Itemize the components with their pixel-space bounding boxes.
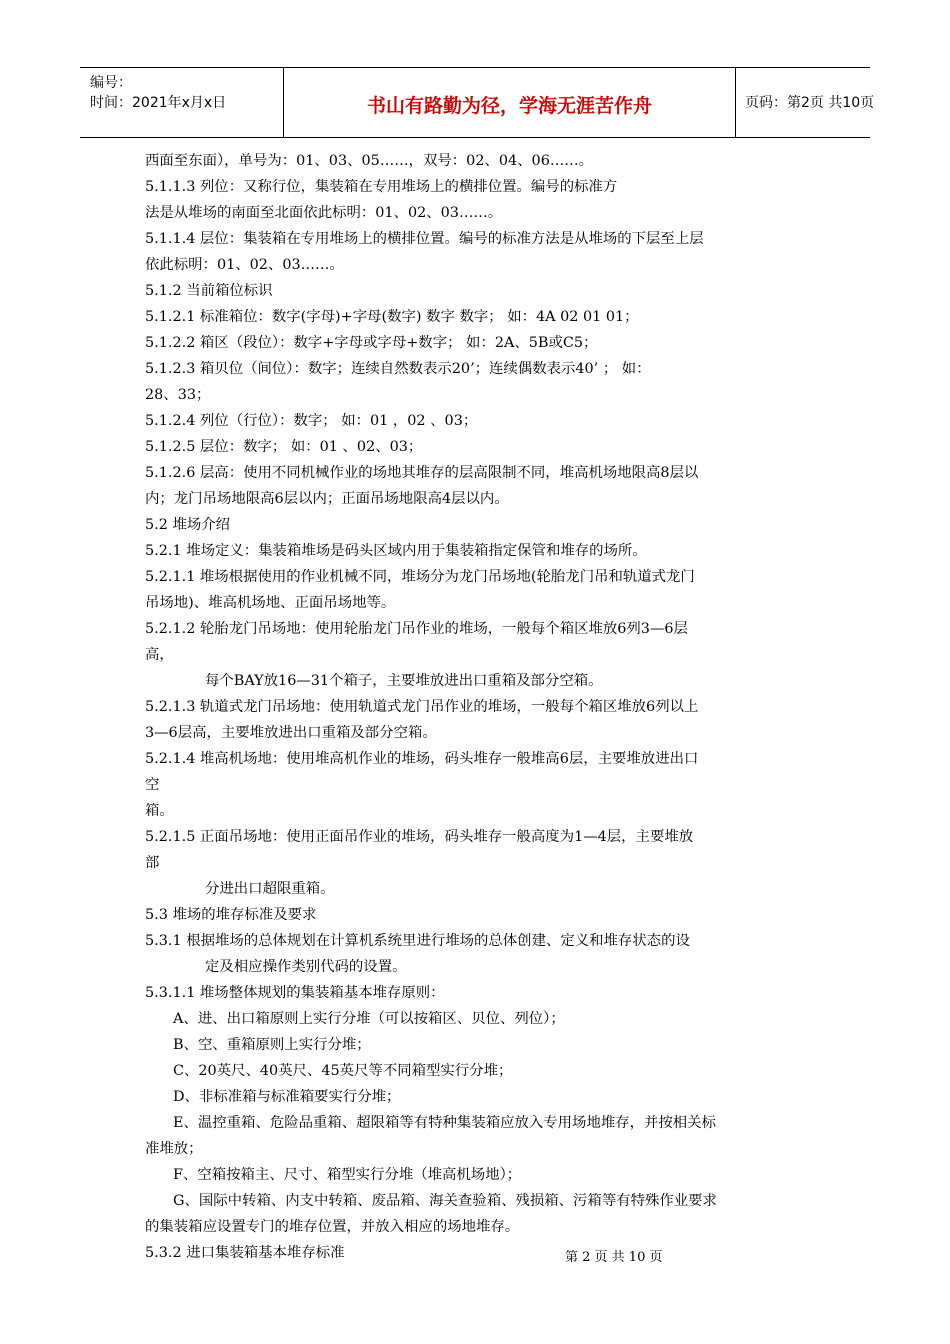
text-line: 分进出口超限重箱。 xyxy=(205,881,335,897)
text-line: 5.1.1.4 层位：集装箱在专用堆场上的横排位置。编号的标准方法是从堆场的下层至上层 xyxy=(145,231,704,247)
text-line: 5.3.1 根据堆场的总体规划在计算机系统里进行堆场的总体创建、定义和堆存状态的设 xyxy=(145,933,690,949)
text-line: 定及相应操作类别代码的设置。 xyxy=(205,959,407,975)
text-line: 5.1.2.6 层高：使用不同机械作业的场地其堆存的层高限制不同，堆高机场地限高8层以 xyxy=(145,465,699,481)
text-line: 5.2.1.1 堆场根据使用的作业机械不同，堆场分为龙门吊场地(轮胎龙门吊和轨道式龙门 xyxy=(145,569,695,585)
list-item: E、温控重箱、危险品重箱、超限箱等有特种集装箱应放入专用场地堆存，并按相关标 xyxy=(173,1115,716,1131)
text-line: 5.2.1.4 堆高机场地：使用堆高机作业的堆场，码头堆存一般堆高6层，主要堆放进出口 xyxy=(145,751,699,767)
document-number-label: 编号： xyxy=(90,75,132,91)
text-line: 的集装箱应设置专门的堆存位置，并放入相应的场地堆存。 xyxy=(145,1219,520,1235)
text-line: 5.3.2 进口集装箱基本堆存标准 xyxy=(145,1245,345,1261)
text-line: 每个BAY放16—31个箱子，主要堆放进出口重箱及部分空箱。 xyxy=(205,673,603,689)
list-item: D、非标准箱与标准箱要实行分堆； xyxy=(173,1089,401,1105)
text-line: 5.1.1.3 列位：又称行位，集装箱在专用堆场上的横排位置。编号的标准方 xyxy=(145,179,618,195)
text-line: 5.1.2.5 层位：数字； 如：01 、02、03； xyxy=(145,439,423,455)
text-line: 5.3.1.1 堆场整体规划的集装箱基本堆存原则： xyxy=(145,985,445,1001)
list-item: A、进、出口箱原则上实行分堆（可以按箱区、贝位、列位）； xyxy=(173,1011,565,1027)
text-line: 5.1.2.2 箱区（段位）：数字+字母或字母+数字； 如：2A、5B或C5； xyxy=(145,335,598,351)
text-line: 5.2.1.5 正面吊场地：使用正面吊作业的堆场，码头堆存一般高度为1—4层，主要堆放 xyxy=(145,829,694,845)
text-line: 部 xyxy=(145,855,160,871)
text-line: 内；龙门吊场地限高6层以内；正面吊场地限高4层以内。 xyxy=(145,491,509,507)
text-line: 吊场地)、堆高机场地、正面吊场地等。 xyxy=(145,595,396,611)
text-line: 5.2.1 堆场定义：集装箱堆场是码头区域内用于集装箱指定保管和堆存的场所。 xyxy=(145,543,647,559)
list-item: B、空、重箱原则上实行分堆； xyxy=(173,1037,371,1053)
list-item: C、20英尺、40英尺、45英尺等不同箱型实行分堆； xyxy=(173,1063,513,1079)
header-meta-cell xyxy=(80,68,283,137)
text-line: 箱。 xyxy=(145,803,174,819)
list-item: F、空箱按箱主、尺寸、箱型实行分堆（堆高机场地）； xyxy=(173,1167,522,1183)
section-heading: 5.1.2 当前箱位标识 xyxy=(145,283,273,299)
text-line: 准堆放； xyxy=(145,1141,203,1157)
text-line: 高， xyxy=(145,647,174,663)
page-footer: 第 2 页 共 10 页 xyxy=(565,1250,663,1265)
header-page-cell xyxy=(735,68,875,137)
text-line: 5.2.1.2 轮胎龙门吊场地：使用轮胎龙门吊作业的堆场，一般每个箱区堆放6列3—6层 xyxy=(145,621,688,637)
text-line: 依此标明：01、02、03……。 xyxy=(145,257,344,273)
header-motto: 书山有路勤为径，学海无涯苦作舟 xyxy=(366,95,652,117)
text-line: 5.1.2.1 标准箱位：数字(字母)+字母(数字) 数字 数字； 如：4A 02 01 01； xyxy=(145,309,639,325)
text-line: 5.2.1.3 轨道式龙门吊场地：使用轨道式龙门吊作业的堆场，一般每个箱区堆放6列以上 xyxy=(145,699,699,715)
document-date-label: 时间：2021年x月x日 xyxy=(90,95,227,111)
header-motto-cell xyxy=(283,68,736,137)
text-line: 3—6层高，主要堆放进出口重箱及部分空箱。 xyxy=(145,725,437,741)
list-item: G、国际中转箱、内支中转箱、废品箱、海关查验箱、残损箱、污箱等有特殊作业要求 xyxy=(173,1193,717,1209)
page-header xyxy=(80,67,875,138)
text-line: 5.1.2.3 箱贝位（间位）：数字；连续自然数表示20’；连续偶数表示40’ ； 如： xyxy=(145,361,651,377)
header-page-number: 页码：第2页 共10页 xyxy=(745,95,875,111)
text-line: 28、33； xyxy=(145,387,211,403)
text-line: 空 xyxy=(145,777,160,793)
section-heading: 5.3 堆场的堆存标准及要求 xyxy=(145,907,317,923)
text-line: 5.1.2.4 列位（行位）：数字； 如：01 ，02 、03； xyxy=(145,413,478,429)
section-heading: 5.2 堆场介绍 xyxy=(145,517,231,533)
text-line: 法是从堆场的南面至北面依此标明：01、02、03……。 xyxy=(145,205,503,221)
text-line: 西面至东面），单号为：01、03、05……，双号：02、04、06……。 xyxy=(145,153,594,169)
